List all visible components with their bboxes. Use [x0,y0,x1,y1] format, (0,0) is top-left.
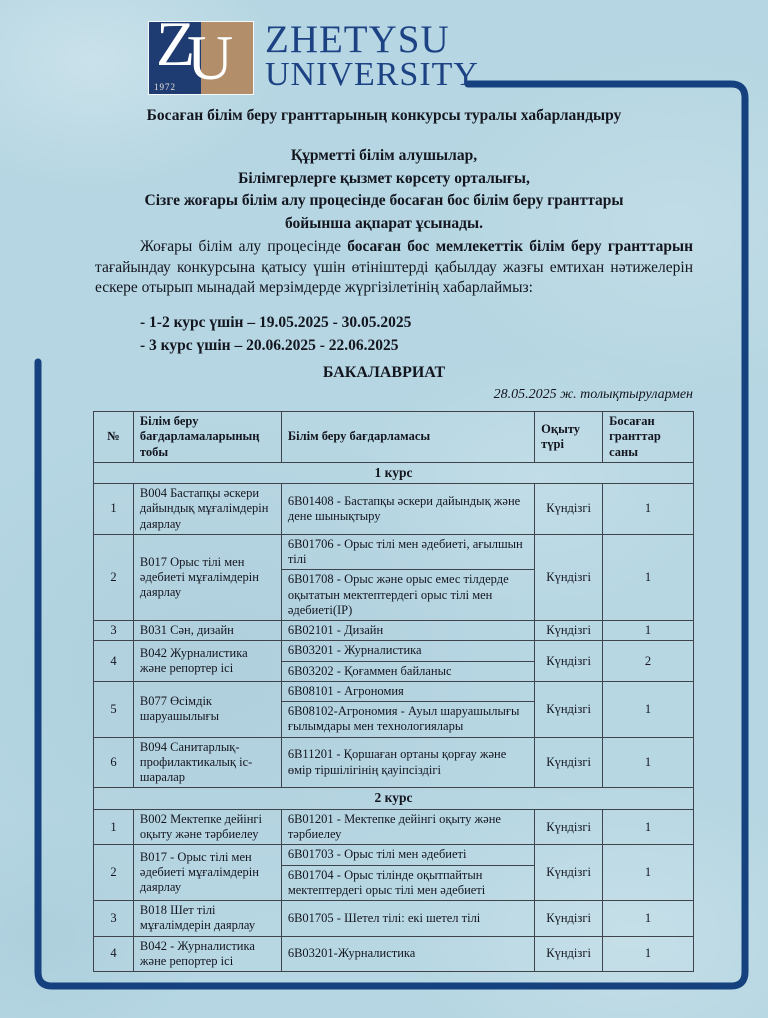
logo-letter-u: U [187,22,234,93]
grant-count-cell: 1 [603,936,694,972]
table-row [94,737,694,788]
intro-block [60,145,708,235]
row-number-cell: 4 [94,936,134,972]
program-cell: 6B01706 - Орыс тілі мен әдебиеті, ағылшын тілі [281,534,534,570]
program-group-cell: B077 Өсімдік шаруашылығы [133,681,281,737]
deadline-line: - 3 курс үшін – 20.06.2025 - 22.06.2025 [140,336,399,354]
study-form-cell: Күндізгі [535,936,603,972]
study-form-cell: Күндізгі [535,641,603,682]
row-number-cell: 4 [94,641,134,682]
study-form-cell: Күндізгі [535,809,603,845]
column-header-study-form: Оқыту түрі [535,412,603,463]
bachelor-section-title: БАКАЛАВРИАТ [322,364,446,381]
grant-count-cell: 2 [603,641,694,682]
deadline-line: - 1-2 курс үшін – 19.05.2025 - 30.05.2025 [140,314,412,331]
study-form-cell: Күндізгі [535,901,603,937]
grant-count-cell: 1 [603,534,694,620]
row-number-cell: 2 [94,534,134,620]
program-group-cell: B094 Санитарлық-профилактикалық іс-шаралар [133,737,281,788]
program-group-cell: B031 Сән, дизайн [133,621,281,641]
table-row [94,936,694,972]
university-name-line2: UNIVERSITY [265,56,479,93]
course-section-title: 1 курс [94,462,694,483]
program-cell: 6B02101 - Дизайн [281,621,534,641]
row-number-cell: 6 [94,737,134,788]
program-group-cell: B042 Журналистика және репортер ісі [133,641,281,682]
table-header-row [94,412,694,463]
paragraph-bold-text: босаған бос мемлекеттік білім беру гранттарын [347,238,693,255]
study-form-cell: Күндізгі [535,621,603,641]
table-row [94,809,694,845]
grant-count-cell: 1 [603,845,694,901]
row-number-cell: 1 [94,809,134,845]
grant-count-cell: 1 [603,737,694,788]
amendment-note: 28.05.2025 ж. толықтырулармен [493,387,693,402]
program-group-cell: B018 Шет тілі мұғалімдерін даярлау [133,901,281,937]
study-form-cell: Күндізгі [535,534,603,620]
study-form-cell: Күндізгі [535,845,603,901]
university-name [265,18,479,93]
logo-letter-z: Z [156,8,196,79]
table-row [94,845,694,865]
paragraph-text: тағайындау конкурсына қатысу үшін өтініштерді қабылдау жазғы емтихан нәтижелерін ескере отырып мынадай мерзімдерде жүргізілетінің хабарлаймыз: [95,258,693,296]
column-header-program: Білім беру бағдарламасы [281,412,534,463]
program-cell: 6B03201-Журналистика [281,936,534,972]
table-row [94,484,694,535]
table-row [94,901,694,937]
program-cell: 6B01408 - Бастапқы әскери дайындық және дене шынықтыру [281,484,534,535]
study-form-cell: Күндізгі [535,737,603,788]
program-cell: 6B08101 - Агрономия [281,681,534,701]
grant-count-cell: 1 [603,809,694,845]
course-section-row [94,788,694,809]
program-cell: 6B03202 - Қоғаммен байланыс [281,661,534,681]
row-number-cell: 3 [94,621,134,641]
intro-line: бойынша ақпарат ұсынады. [284,214,484,232]
program-cell: 6B01704 - Орыс тілінде оқытпайтын мектептердегі орыс тілі мен әдебиеті [281,865,534,901]
row-number-cell: 2 [94,845,134,901]
program-group-cell: B017 Орыс тілі мен әдебиеті мұғалімдерін даярлау [133,534,281,620]
deadline-list [140,312,411,357]
column-header-number: № [94,412,134,463]
program-group-cell: B004 Бастапқы әскери дайындық мұғалімдерін даярлау [133,484,281,535]
table-row [94,534,694,570]
column-header-program-group: Білім беру бағдарламаларының тобы [133,412,281,463]
program-group-cell: B002 Мектепке дейінгі оқыту және тәрбиелеу [133,809,281,845]
row-number-cell: 3 [94,901,134,937]
column-header-grant-count: Босаған гранттар саны [603,412,694,463]
document-title: Босаған білім беру гранттарының конкурсы туралы хабарландыру [146,107,622,124]
grant-count-cell: 1 [603,484,694,535]
table-row [94,681,694,701]
announcement-paragraph [95,237,693,299]
program-cell: 6B03201 - Журналистика [281,641,534,661]
row-number-cell: 5 [94,681,134,737]
program-cell: 6B01201 - Мектепке дейінгі оқыту және тәрбиелеу [281,809,534,845]
program-group-cell: B042 - Журналистика және репортер ісі [133,936,281,972]
logo-year: 1972 [154,82,176,92]
program-cell: 6B08102-Агрономия - Ауыл шаруашылығы ғылымдары мен технологиялары [281,702,534,738]
study-form-cell: Күндізгі [535,484,603,535]
intro-line: Құрметті білім алушылар, [290,147,478,164]
program-cell: 6B01708 - Орыс және орыс емес тілдерде оқытатын мектептердегі орыс тілі мен әдебиеті(IP) [281,570,534,621]
row-number-cell: 1 [94,484,134,535]
program-group-cell: B017 - Орыс тілі мен әдебиеті мұғалімдерін даярлау [133,845,281,901]
intro-line: Сізге жоғары білім алу процесінде босаған бос білім беру гранттары [144,192,624,209]
program-cell: 6B11201 - Қоршаған ортаны қорғау және өмір тіршілігінің қауіпсіздігі [281,737,534,788]
university-logo [149,8,479,94]
table-row [94,621,694,641]
course-section-title: 2 курс [94,788,694,809]
grant-count-cell: 1 [603,901,694,937]
grant-count-cell: 1 [603,621,694,641]
grant-count-cell: 1 [603,681,694,737]
grants-table [93,411,694,972]
table-row [94,641,694,661]
intro-line: Білімгерлерге қызмет көрсету орталығы, [238,169,530,187]
program-cell: 6B01703 - Орыс тілі мен әдебиеті [281,845,534,865]
program-cell: 6B01705 - Шетел тілі: екі шетел тілі [281,901,534,937]
university-name-line1: ZHETYSU [265,18,450,61]
university-logo-icon [149,8,253,94]
paragraph-text: Жоғары білім алу процесінде [140,238,348,255]
study-form-cell: Күндізгі [535,681,603,737]
course-section-row [94,462,694,483]
